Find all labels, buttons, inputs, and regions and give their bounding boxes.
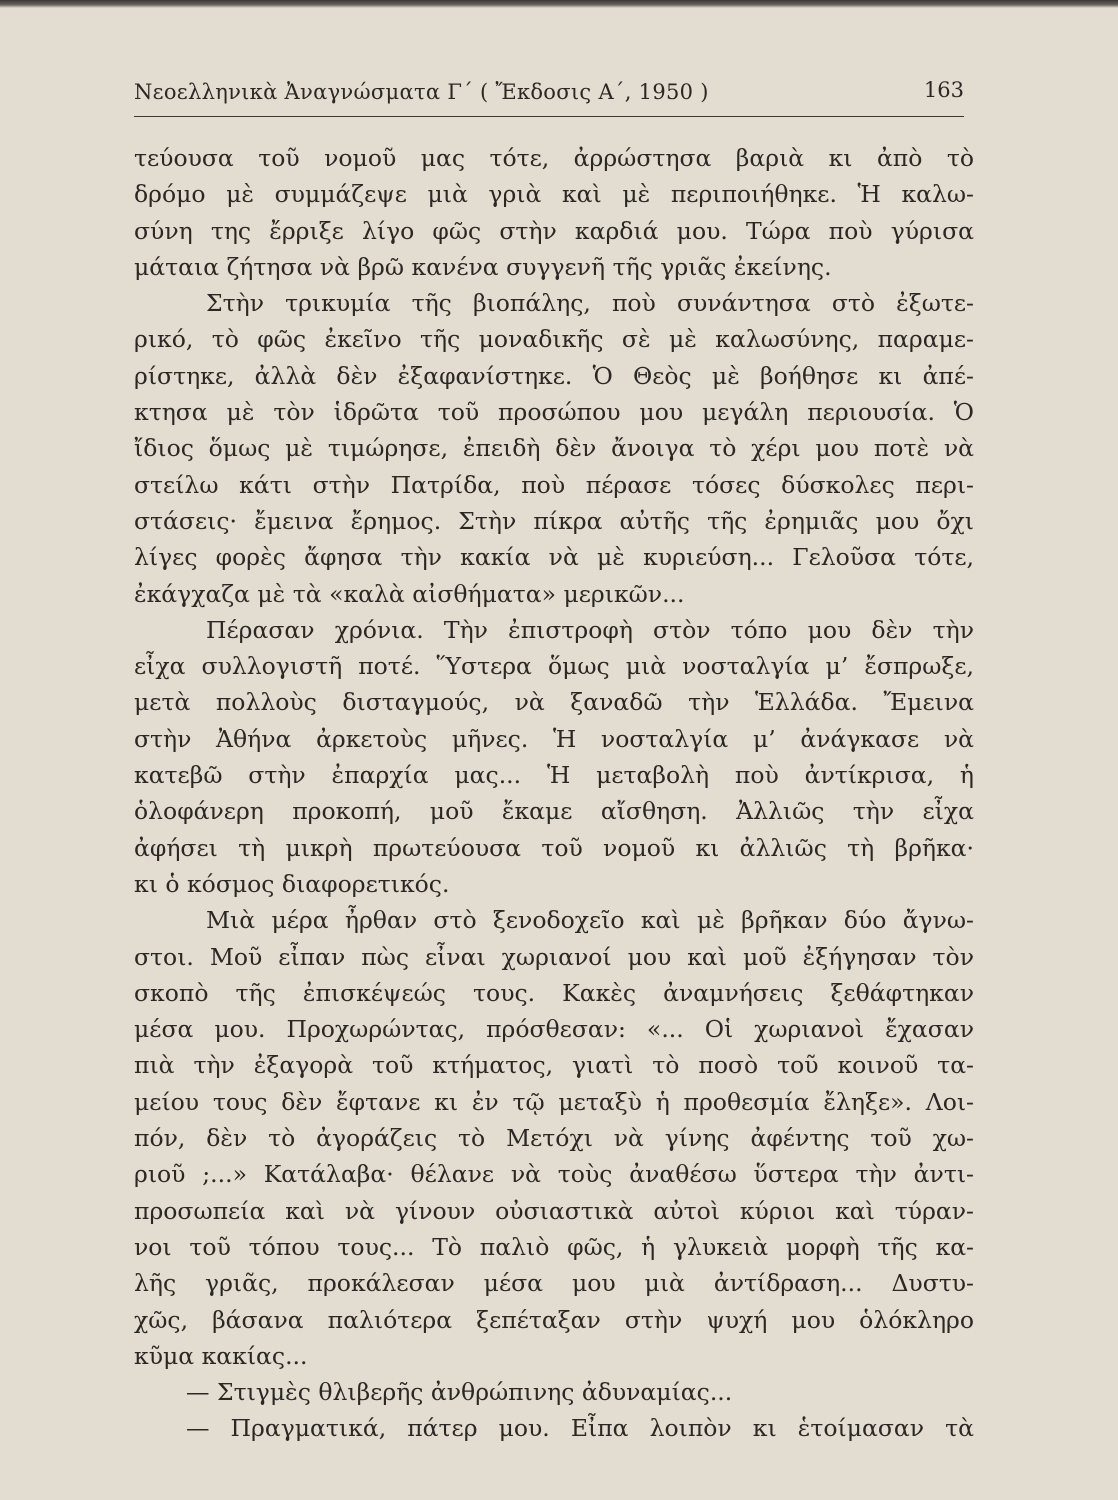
text-line: στείλω κάτι στὴν Πατρίδα, ποὺ πέρασε τόσες δύσκολες περι- — [134, 470, 974, 499]
text-line: λίγες φορὲς ἄφησα τὴν κακία νὰ μὲ κυριεύση... Γελοῦσα τότε, — [134, 543, 974, 572]
page-header — [134, 70, 964, 117]
text-line: προσωπεία καὶ νὰ γίνουν οὐσιαστικὰ αὐτοὶ κύριοι καὶ τύραν- — [134, 1196, 974, 1225]
text-line: Μιὰ μέρα ἦρθαν στὸ ξενοδοχεῖο καὶ μὲ βρῆκαν δύο ἄγνω- — [206, 906, 974, 935]
text-line: κῦμα κακίας... — [134, 1341, 308, 1370]
text-line: κτησα μὲ τὸν ἱδρῶτα τοῦ προσώπου μου μεγάλη περιουσία. Ὁ — [134, 398, 974, 427]
text-line: μάταια ζήτησα νὰ βρῶ κανένα συγγενῆ τῆς γριᾶς ἐκείνης. — [134, 252, 832, 281]
text-line: ρικό, τὸ φῶς ἐκεῖνο τῆς μοναδικῆς σὲ μὲ καλωσύνης, παραμε- — [134, 325, 974, 354]
text-line: τεύουσα τοῦ νομοῦ μας τότε, ἀρρώστησα βαριὰ κι ἀπὸ τὸ — [134, 144, 974, 172]
text-line: εἶχα συλλογιστῆ ποτέ. Ὕστερα ὅμως μιὰ νοσταλγία μ’ ἔσπρωξε, — [134, 652, 974, 681]
text-line: στὴν Ἀθήνα ἀρκετοὺς μῆνες. Ἡ νοσταλγία μ’ ἀνάγκασε νὰ — [134, 724, 974, 753]
text-line: κατεβῶ στὴν ἐπαρχία μας... Ἡ μεταβολὴ ποὺ ἀντίκρισα, ἡ — [134, 761, 974, 790]
text-line: μείου τους δὲν ἔφτανε κι ἐν τῷ μεταξὺ ἡ προθεσμία ἔληξε». Λοι- — [134, 1087, 974, 1116]
text-line: κι ὁ κόσμος διαφορετικός. — [134, 869, 450, 898]
text-line: νοι τοῦ τόπου τους... Τὸ παλιὸ φῶς, ἡ γλυκειὰ μορφὴ τῆς κα- — [134, 1232, 974, 1261]
text-line: ρίστηκε, ἀλλὰ δὲν ἐξαφανίστηκε. Ὁ Θεὸς μὲ βοήθησε κι ἀπέ- — [134, 361, 974, 390]
text-line: — Πραγματικά, πάτερ μου. Εἶπα λοιπὸν κι ἑτοίμασαν τὰ — [186, 1414, 974, 1443]
text-line: δρόμο μὲ συμμάζεψε μιὰ γριὰ καὶ μὲ περιποιήθηκε. Ἡ καλω- — [134, 180, 974, 209]
text-line: Στὴν τρικυμία τῆς βιοπάλης, ποὺ συνάντησα στὸ ἐξωτε- — [206, 289, 974, 318]
text-line: ἀφήσει τὴ μικρὴ πρωτεύουσα τοῦ νομοῦ κι ἀλλιῶς τὴ βρῆκα· — [134, 833, 974, 862]
text-line: ἐκάγχαζα μὲ τὰ «καλὰ αἰσθήματα» μερικῶν... — [134, 579, 685, 608]
text-line: Πέρασαν χρόνια. Τὴν ἐπιστροφὴ στὸν τόπο μου δὲν τὴν — [206, 615, 974, 644]
text-line: σκοπὸ τῆς ἐπισκέψεώς τους. Κακὲς ἀναμνήσεις ξεθάφτηκαν — [134, 978, 974, 1007]
text-line: πιὰ τὴν ἐξαγορὰ τοῦ κτήματος, γιατὶ τὸ ποσὸ τοῦ κοινοῦ τα- — [134, 1051, 974, 1080]
text-line: στάσεις· ἔμεινα ἔρημος. Στὴν πίκρα αὐτῆς τῆς ἐρημιᾶς μου ὄχι — [134, 506, 974, 535]
text-line: στοι. Μοῦ εἶπαν πὼς εἶναι χωριανοί μου καὶ μοῦ ἐξήγησαν τὸν — [134, 942, 974, 971]
page-top-edge — [0, 0, 1118, 8]
text-line: ὁλοφάνερη προκοπή, μοῦ ἔκαμε αἴσθηση. Ἀλλιῶς τὴν εἶχα — [134, 797, 974, 826]
text-line: μέσα μου. Προχωρώντας, πρόσθεσαν: «... Οἱ χωριανοὶ ἔχασαν — [134, 1015, 974, 1044]
text-line: χῶς, βάσανα παλιότερα ξεπέταξαν στὴν ψυχή μου ὁλόκληρο — [134, 1305, 974, 1334]
text-line: πόν, δὲν τὸ ἀγοράζεις τὸ Μετόχι νὰ γίνης ἀφέντης τοῦ χω- — [134, 1124, 974, 1153]
text-line: σύνη της ἔρριξε λίγο φῶς στὴν καρδιά μου. Τώρα ποὺ γύρισα — [134, 216, 974, 245]
running-title: Νεοελληνικὰ Ἀναγνώσματα Γ´ ( Ἔκδοσις Α´, 1950 ) — [134, 80, 709, 104]
body-text — [134, 140, 974, 1447]
text-line: ἴδιος ὅμως μὲ τιμώρησε, ἐπειδὴ δὲν ἄνοιγα τὸ χέρι μου ποτὲ νὰ — [134, 434, 974, 463]
page-number: 163 — [923, 78, 964, 102]
text-line: μετὰ πολλοὺς δισταγμούς, νὰ ξαναδῶ τὴν Ἑλλάδα. Ἔμεινα — [134, 688, 974, 717]
text-line: ριοῦ ;...» Κατάλαβα· θέλανε νὰ τοὺς ἀναθέσω ὕστερα τὴν ἀντι- — [134, 1160, 974, 1189]
text-line: λῆς γριᾶς, προκάλεσαν μέσα μου μιὰ ἀντίδραση... Δυστυ- — [134, 1269, 974, 1298]
text-line: — Στιγμὲς θλιβερῆς ἀνθρώπινης ἀδυναμίας... — [186, 1378, 733, 1407]
